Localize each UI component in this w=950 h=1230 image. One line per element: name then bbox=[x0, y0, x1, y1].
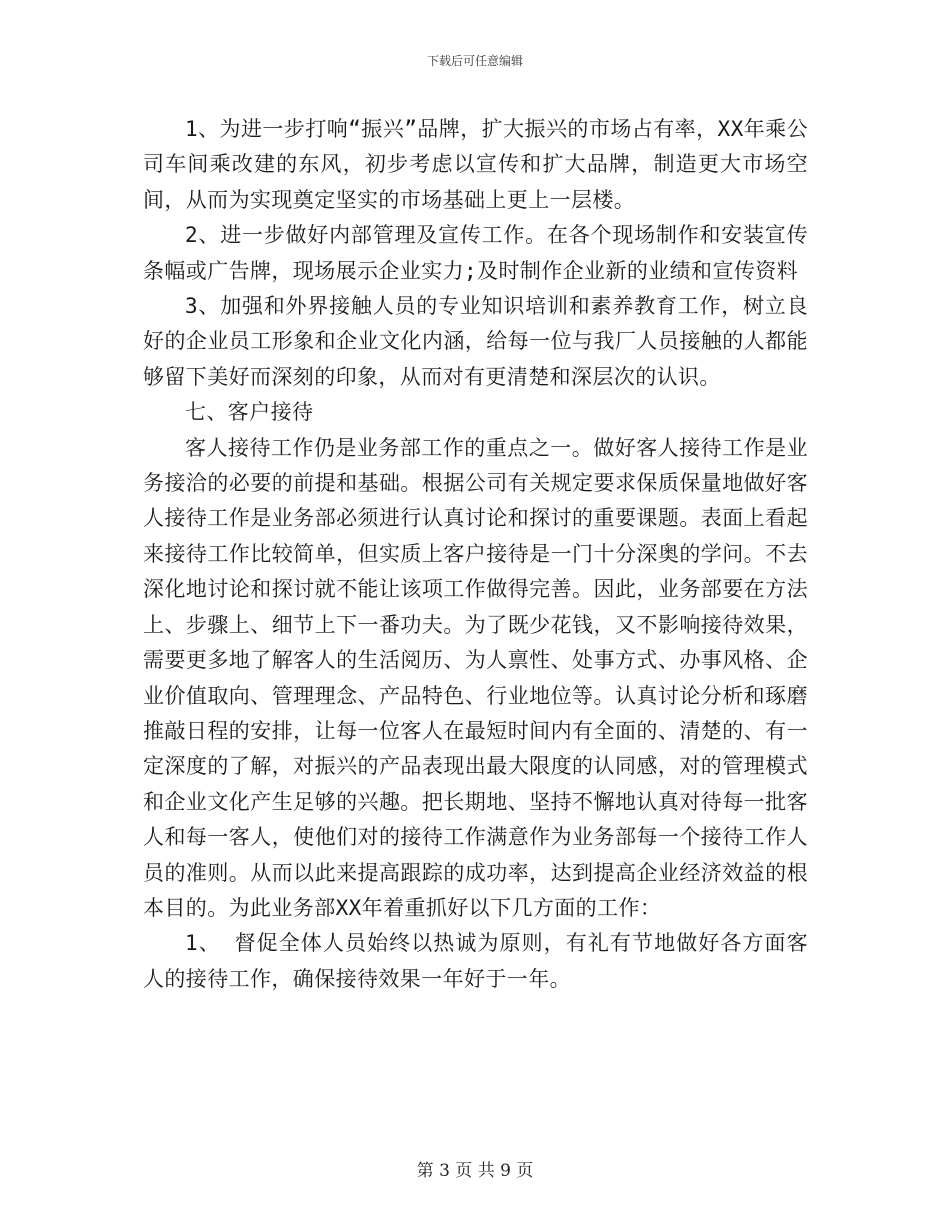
paragraph-brand-promotion: 1、为进一步打响“振兴”品牌，扩大振兴的市场占有率，XX年乘公司车间乘改建的东风，初步考虑以宣传和扩大品牌，制造更大市场空间，从而为实现奠定坚实的市场基础上更上一层楼。 bbox=[143, 117, 808, 212]
page-header: 下载后可任意编辑 bbox=[426, 54, 523, 68]
paragraph-reception-overview: 客人接待工作仍是业务部工作的重点之一。做好客人接待工作是业务接洽的必要的前提和基础。根据公司有关规定要求保质保量地做好客人接待工作是业务部必须进行认真讨论和探讨的重要课题。表面上看起来接待工作比较简单，但实质上客户接待是一门十分深奥的学问。不去深化地讨论和探讨就不能让该项工作做得完善。因此，业务部要在方法上、步骤上、细节上下一番功夫。为了既少花钱，又不影响接待效果，需要更多地了解客人的生活阅历、为人禀性、处事方式、办事风格、企业价值取向、管理理念、产品特色、行业地位等。认真讨论分析和琢磨推敲日程的安排，让每一位客人在最短时间内有全面的、清楚的、有一定深度的了解，对振兴的产品表现出最大限度的认同感，对的管理模式和企业文化产生足够的兴趣。把长期地、坚持不懈地认真对待每一批客人和每一客人，使他们对的接待工作满意作为业务部每一个接待工作人员的准则。从而以此来提高跟踪的成功率，达到提高企业经济效益的根本目的。为此业务部XX年着重抓好以下几方面的工作： bbox=[143, 435, 808, 920]
paragraph-internal-management: 2、进一步做好内部管理及宣传工作。在各个现场制作和安装宣传条幅或广告牌，现场展示企业实力;及时制作企业新的业绩和宣传资料 bbox=[143, 223, 808, 283]
section-heading-customer-reception: 七、客户接待 bbox=[185, 400, 314, 425]
page-footer: 第 3 页 共 9 页 bbox=[416, 1161, 534, 1181]
paragraph-staff-training: 3、加强和外界接触人员的专业知识培训和素养教育工作，树立良好的企业员工形象和企业文化内涵，给每一位与我厂人员接触的人都能够留下美好而深刻的印象，从而对有更清楚和深层次的认识。 bbox=[143, 294, 808, 389]
document-body bbox=[143, 112, 808, 997]
paragraph-reception-item-1: 1、 督促全体人员始终以热诚为原则，有礼有节地做好各方面客人的接待工作，确保接待效果一年好于一年。 bbox=[143, 931, 808, 991]
